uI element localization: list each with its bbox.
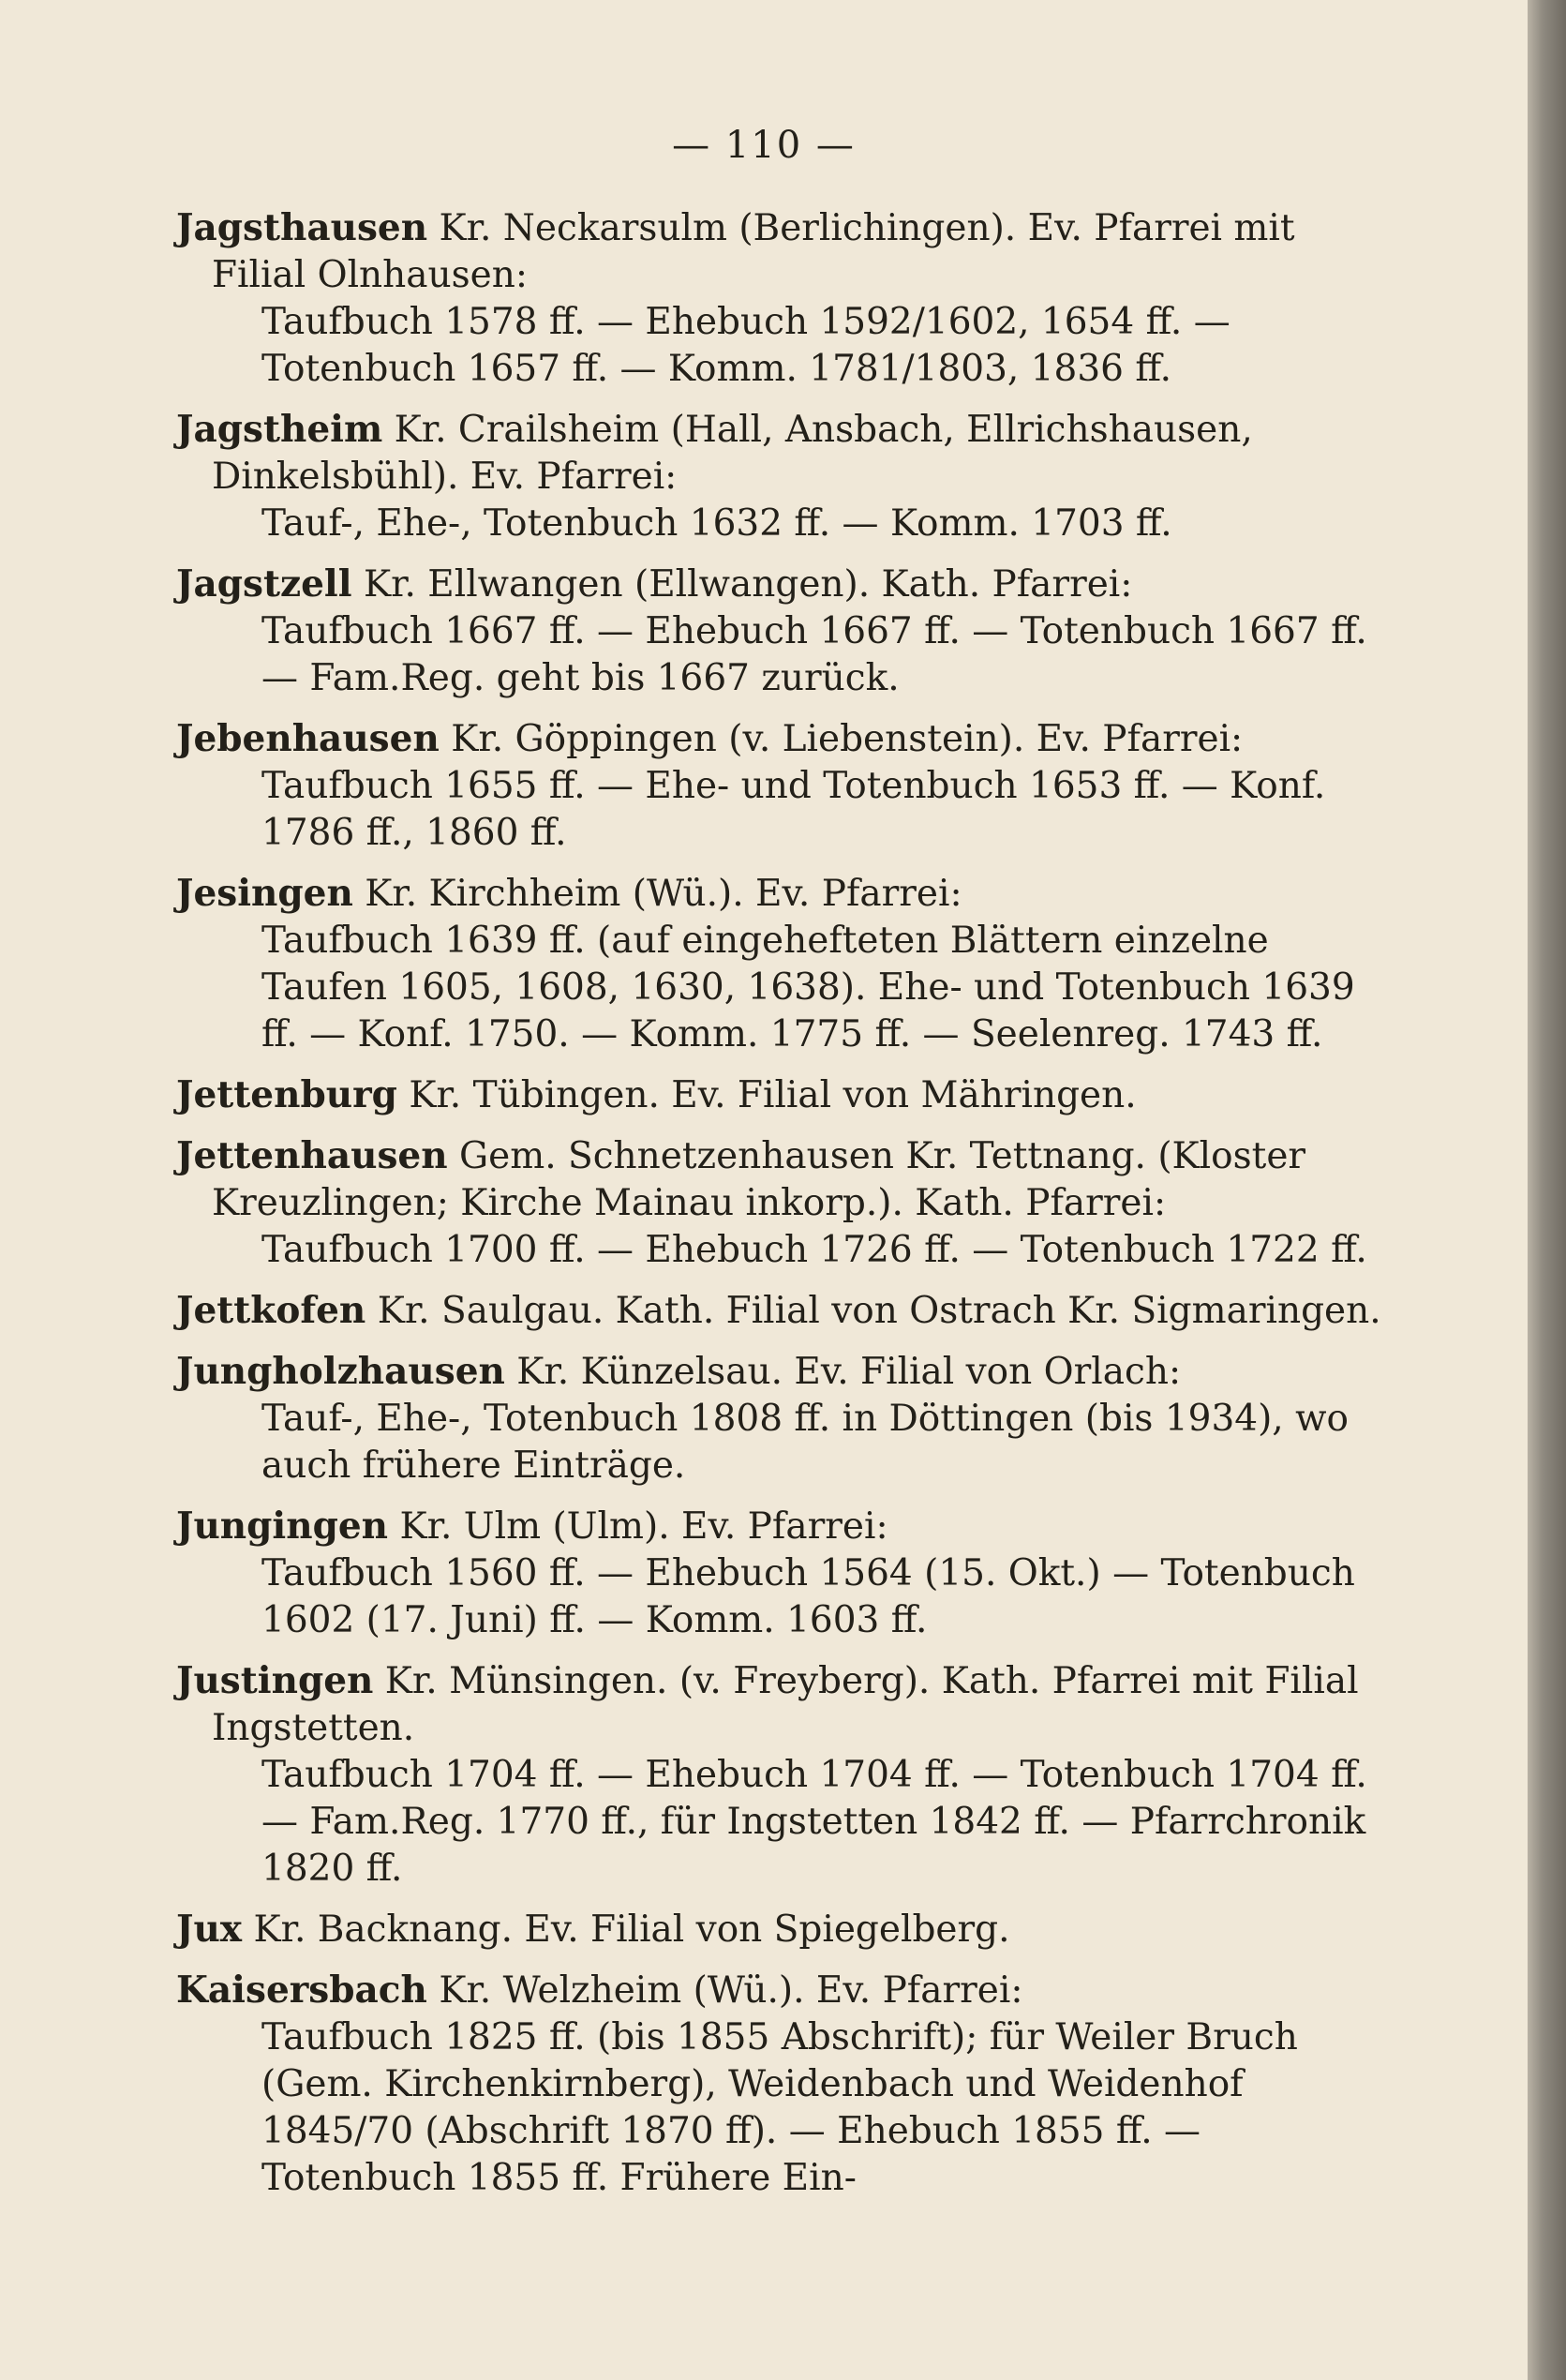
register-entry (176, 1287, 1385, 1335)
place-info: Kr. Neckarsulm (Berlichingen). Ev. Pfarrei mit Filial Olnhausen: (212, 207, 1295, 296)
place-info: Kr. Ulm (Ulm). Ev. Pfarrei: (399, 1505, 888, 1548)
record-list: Tauf-, Ehe-, Totenbuch 1808 ff. in Döttingen (bis 1934), wo auch frühere Einträge. (261, 1398, 1349, 1487)
place-name: Jettkofen (176, 1289, 366, 1332)
place-info: Kr. Saulgau. Kath. Filial von Ostrach Kr. Sigmaringen. (377, 1290, 1381, 1332)
place-name: Jungholzhausen (176, 1350, 505, 1393)
place-info: Kr. Kirchheim (Wü.). Ev. Pfarrei: (365, 873, 962, 915)
entry-heading (176, 1657, 1385, 1752)
register-entry (176, 1503, 1385, 1644)
entry-heading (176, 870, 1385, 918)
register-entry (176, 406, 1385, 547)
register-entry (176, 1906, 1385, 1953)
entry-heading (176, 1906, 1385, 1953)
register-entry (176, 1132, 1385, 1274)
place-name: Jagsthausen (176, 206, 428, 249)
entry-heading (176, 1348, 1385, 1396)
record-list: Taufbuch 1667 ff. — Ehebuch 1667 ff. — Totenbuch 1667 ff. — Fam.Reg. geht bis 1667 zurück. (261, 610, 1367, 699)
entry-heading (176, 1503, 1385, 1550)
register-entry (176, 1967, 1385, 2202)
place-info: Kr. Ellwangen (Ellwangen). Kath. Pfarrei: (363, 563, 1133, 606)
register-entry (176, 870, 1385, 1058)
entry-heading (176, 204, 1385, 299)
entry-heading (176, 1287, 1385, 1335)
register-entry (176, 561, 1385, 702)
place-name: Jettenburg (176, 1073, 397, 1116)
place-info: Kr. Göppingen (v. Liebenstein). Ev. Pfarrei: (451, 718, 1244, 760)
register-entry (176, 204, 1385, 393)
place-name: Justingen (176, 1659, 374, 1702)
record-list: Taufbuch 1560 ff. — Ehebuch 1564 (15. Okt.) — Totenbuch 1602 (17. Juni) ff. — Komm. 1603 ff. (261, 1552, 1355, 1641)
entry-heading (176, 406, 1385, 501)
register-entry (176, 715, 1385, 857)
record-list: Taufbuch 1704 ff. — Ehebuch 1704 ff. — Totenbuch 1704 ff. — Fam.Reg. 1770 ff., für Ingstetten 1842 ff. — Pfarrchronik 1820 ff. (261, 1754, 1367, 1890)
entry-heading (176, 1967, 1385, 2014)
record-list: Taufbuch 1825 ff. (bis 1855 Abschrift); für Weiler Bruch (Gem. Kirchenkirnberg), Weidenbach und Weidenhof 1845/70 (Abschrift 1870 ff). — Ehebuch 1855 ff. — Totenbuch 1855 ff. Frühere Ein- (261, 2016, 1298, 2199)
record-list: Taufbuch 1700 ff. — Ehebuch 1726 ff. — Totenbuch 1722 ff. (261, 1229, 1367, 1271)
place-name: Jebenhausen (176, 717, 440, 760)
register-entry (176, 1071, 1385, 1119)
place-name: Jagstzell (176, 562, 352, 606)
place-name: Jungingen (176, 1504, 389, 1548)
record-list: Tauf-, Ehe-, Totenbuch 1632 ff. — Komm. 1703 ff. (261, 502, 1172, 545)
place-name: Kaisersbach (176, 1968, 427, 2012)
entry-heading (176, 561, 1385, 608)
place-info: Kr. Künzelsau. Ev. Filial von Orlach: (516, 1351, 1182, 1393)
register-entry (176, 1348, 1385, 1489)
place-name: Jagstheim (176, 408, 383, 451)
place-info: Kr. Münsingen. (v. Freyberg). Kath. Pfarrei mit Filial Ingstetten. (212, 1660, 1359, 1749)
place-name: Jux (176, 1908, 243, 1951)
entry-heading (176, 1132, 1385, 1227)
entry-list (176, 204, 1385, 2215)
record-list: Taufbuch 1578 ff. — Ehebuch 1592/1602, 1654 ff. — Totenbuch 1657 ff. — Komm. 1781/1803, 1836 ff. (261, 301, 1230, 390)
record-list: Taufbuch 1655 ff. — Ehe- und Totenbuch 1653 ff. — Konf. 1786 ff., 1860 ff. (261, 765, 1326, 854)
page-number: — 110 — (672, 124, 856, 167)
entry-heading (176, 1071, 1385, 1119)
place-info: Kr. Backnang. Ev. Filial von Spiegelberg. (253, 1908, 1010, 1951)
place-info: Kr. Tübingen. Ev. Filial von Mähringen. (409, 1074, 1137, 1116)
record-list: Taufbuch 1639 ff. (auf eingehefteten Blättern einzelne Taufen 1605, 1608, 1630, 1638). Ehe- und Totenbuch 1639 ff. — Konf. 1750. — Komm. 1775 ff. — Seelenreg. 1743 ff. (261, 920, 1355, 1055)
place-info: Kr. Crailsheim (Hall, Ansbach, Ellrichshausen, Dinkelsbühl). Ev. Pfarrei: (212, 409, 1253, 498)
place-name: Jettenhausen (176, 1134, 448, 1177)
page-edge-shadow (1528, 0, 1566, 2380)
place-name: Jesingen (176, 872, 353, 915)
place-info: Kr. Welzheim (Wü.). Ev. Pfarrei: (439, 1969, 1023, 2012)
register-entry (176, 1657, 1385, 1893)
entry-heading (176, 715, 1385, 763)
place-info: Gem. Schnetzenhausen Kr. Tettnang. (Kloster Kreuzlingen; Kirche Mainau inkorp.). Kath. Pfarrei: (212, 1135, 1306, 1224)
